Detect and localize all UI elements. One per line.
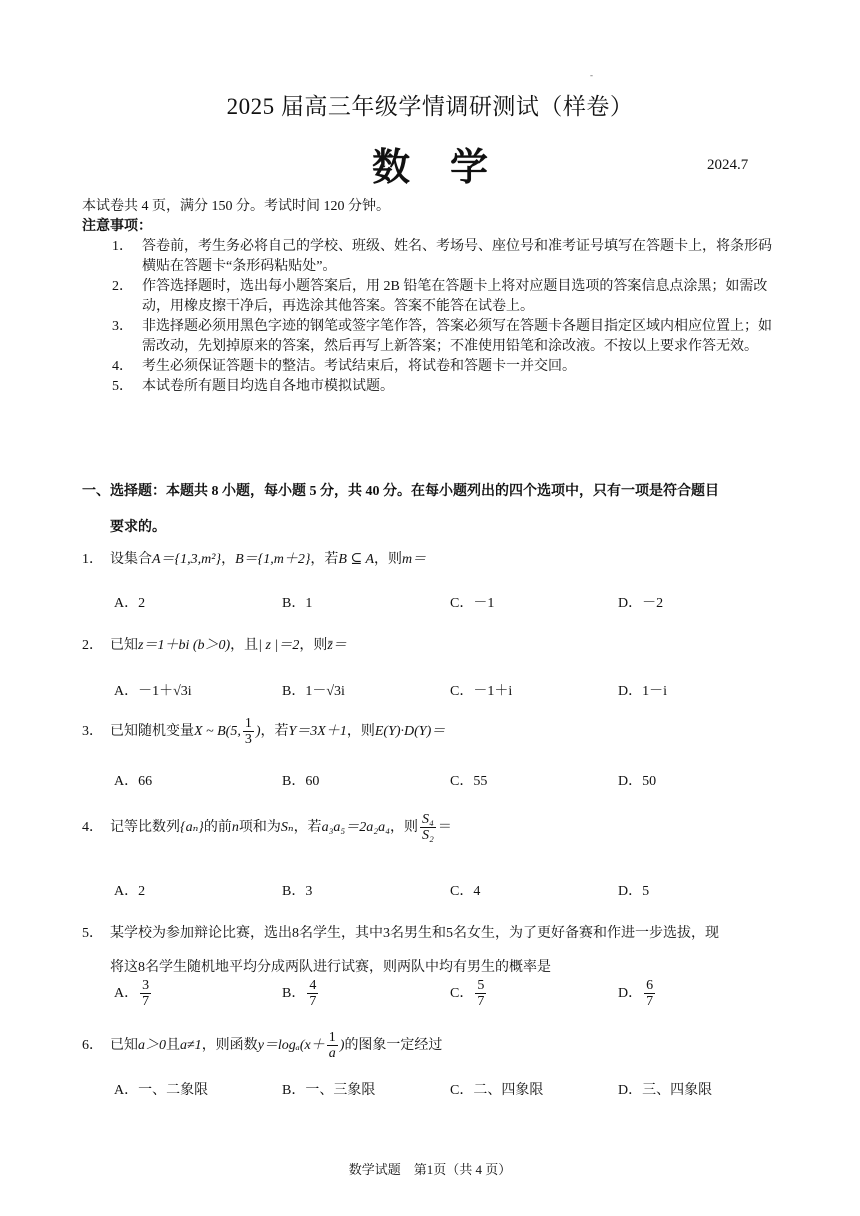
question-2 xyxy=(82,634,792,654)
question-text: 的前 xyxy=(203,820,232,836)
notice-item-text: 作答选择题时，选出每小题答案后，用 2B 铅笔在答题卡上将对应题目选项的答案信息点涂黑；如需改动，用橡皮擦干净后，再选涂其他答案。答案不能答在试卷上。 xyxy=(142,279,768,314)
option-d[interactable]: D．－2 xyxy=(618,596,664,611)
page-footer: 数学试题 第1页（共 4 页） xyxy=(348,1162,512,1177)
fraction-denominator: S₂ xyxy=(422,828,434,844)
math-expr: n xyxy=(231,820,239,836)
question-text: ，若 xyxy=(310,552,339,567)
fraction-numerator: 5 xyxy=(477,978,485,993)
fraction-numerator: 1 xyxy=(328,1030,336,1045)
notice-heading: 注意事项： xyxy=(82,219,152,234)
option-label: D． xyxy=(618,986,643,1002)
math-expr: y＝logₐ(x＋ xyxy=(257,1038,325,1054)
option-b[interactable]: B．一、三象限 xyxy=(282,1083,376,1098)
fraction-denominator: a xyxy=(328,1046,336,1062)
question-5 xyxy=(82,917,792,985)
math-expr: a₃a₅＝2a₂a₄ xyxy=(321,820,391,836)
option-a[interactable]: A．2 xyxy=(114,596,146,611)
subject-title: 数学 xyxy=(371,147,528,189)
question-text: 某学校为参加辩论比赛，选出8名学生，其中3名男生和5名女生，为了更好备赛和作进一步选拔，现 xyxy=(110,926,719,941)
option-d[interactable]: D．1－i xyxy=(618,684,667,699)
question-text: 记等比数列 xyxy=(110,820,180,836)
notice-item-number: 3． xyxy=(112,319,133,334)
question-number: 5． xyxy=(82,926,103,941)
question-text: 已知 xyxy=(110,1038,138,1054)
question-text: 已知 xyxy=(110,638,138,653)
question-text: 已知随机变量 xyxy=(110,724,194,740)
option-b[interactable]: B．1－√3i xyxy=(282,684,345,699)
notice-item-number: 4． xyxy=(112,359,133,374)
option-d[interactable]: D．50 xyxy=(618,774,657,789)
question-number: 3． xyxy=(82,724,103,740)
math-expr: z＝1＋bi (b＞0) xyxy=(138,638,231,653)
option-d[interactable] xyxy=(618,978,657,1010)
question-number: 1． xyxy=(82,552,103,567)
question-text: ，若 xyxy=(293,820,322,836)
page-mark: - xyxy=(590,70,593,80)
math-expr: Y＝3X＋1 xyxy=(288,724,347,740)
fraction-denominator: 7 xyxy=(477,994,485,1010)
math-expr: a＞0 xyxy=(138,1038,166,1054)
option-c[interactable] xyxy=(450,978,488,1010)
option-c[interactable]: C．55 xyxy=(450,774,488,789)
math-expr: ) xyxy=(255,724,261,740)
fraction xyxy=(475,978,486,1010)
math-expr: B＝{1,m＋2} xyxy=(235,552,311,567)
fraction-denominator: 7 xyxy=(646,994,654,1010)
math-expr: B ⊆ A xyxy=(338,552,375,567)
fraction xyxy=(243,716,254,748)
option-label: A． xyxy=(114,986,139,1002)
question-1 xyxy=(82,548,792,568)
math-expr: Sₙ xyxy=(280,820,294,836)
question-6 xyxy=(82,1030,792,1062)
question-4 xyxy=(82,812,792,844)
notice-item-number: 2． xyxy=(112,279,133,294)
notice-item xyxy=(82,317,782,357)
fraction-numerator: 3 xyxy=(142,978,150,993)
math-expr: A＝{1,3,m²} xyxy=(152,552,222,567)
notice-item-text: 考生必须保证答题卡的整洁。考试结束后，将试卷和答题卡一并交回。 xyxy=(142,359,576,374)
notice-item xyxy=(82,277,782,317)
option-b[interactable]: B．60 xyxy=(282,774,320,789)
section-heading xyxy=(82,474,782,546)
math-expr: | z |＝2 xyxy=(258,638,300,653)
option-b[interactable]: B．1 xyxy=(282,596,313,611)
fraction xyxy=(327,1030,338,1062)
fraction xyxy=(140,978,151,1010)
question-text: 设集合 xyxy=(110,552,152,567)
option-a[interactable]: A．－1＋√3i xyxy=(114,684,192,699)
option-c[interactable]: C．4 xyxy=(450,884,481,899)
option-a[interactable]: A．66 xyxy=(114,774,153,789)
notice-item xyxy=(82,357,782,377)
fraction-denominator: 3 xyxy=(244,732,252,748)
question-3 xyxy=(82,716,792,748)
question-text: ，则 xyxy=(346,724,375,740)
question-number: 2． xyxy=(82,638,103,653)
option-c[interactable]: C．－1＋i xyxy=(450,684,513,699)
section-heading-line2: 要求的。 xyxy=(110,520,166,535)
question-text: 项和为 xyxy=(238,820,281,836)
math-expr: m＝ xyxy=(402,552,427,567)
math-expr: E(Y)·D(Y)＝ xyxy=(374,724,446,740)
option-d[interactable]: D．三、四象限 xyxy=(618,1083,713,1098)
fraction-numerator: 4 xyxy=(309,978,317,993)
fraction-denominator: 7 xyxy=(142,994,150,1010)
option-b[interactable]: B．3 xyxy=(282,884,313,899)
math-expr: X ~ B(5, xyxy=(194,724,241,740)
fraction xyxy=(420,812,436,844)
question-text: ， xyxy=(221,552,236,567)
question-text: ＝ xyxy=(437,820,452,836)
fraction-denominator: 7 xyxy=(309,994,317,1010)
option-c[interactable]: C．二、四象限 xyxy=(450,1083,544,1098)
notice-item-number: 5． xyxy=(112,379,133,394)
math-expr: a≠1 xyxy=(180,1038,202,1054)
exam-date: 2024.7 xyxy=(707,157,749,173)
question-text: 且 xyxy=(166,1038,180,1054)
option-d[interactable]: D．5 xyxy=(618,884,650,899)
notice-item-text: 本试卷所有题目均选自各地市模拟试题。 xyxy=(142,379,394,394)
option-label: B． xyxy=(282,986,306,1002)
notice-item xyxy=(82,237,782,277)
option-a[interactable]: A．一、二象限 xyxy=(114,1083,209,1098)
question-text: ，则 xyxy=(299,638,328,653)
notice-item-text: 非选择题必须用黑色字迹的钢笔或签字笔作答，答案必须写在答题卡各题目指定区域内相应位置上；如需改动，先划掉原来的答案，然后再写上新答案；不准使用铅笔和涂改液。不按以上要求作答无效。 xyxy=(142,319,772,354)
question-text: 将这8名学生随机地平均分成两队进行试赛，则两队中均有男生的概率是 xyxy=(110,960,551,975)
question-text: ，则 xyxy=(390,820,419,836)
notice-item xyxy=(82,377,782,397)
fraction xyxy=(307,978,318,1010)
option-a[interactable] xyxy=(114,978,153,1010)
fraction-numerator: 6 xyxy=(646,978,654,993)
option-a[interactable]: A．2 xyxy=(114,884,146,899)
section-heading-line1: 一、选择题：本题共 8 小题，每小题 5 分，共 40 分。在每小题列出的四个选项中，只有一项是符合题目 xyxy=(82,484,719,499)
fraction-numerator: 1 xyxy=(244,716,252,731)
notice-item-text: 答卷前，考生务必将自己的学校、班级、姓名、考场号、座位号和准考证号填写在答题卡上，将条形码横贴在答题卡“条形码粘贴处”。 xyxy=(142,239,772,274)
question-text: ，则 xyxy=(374,552,403,567)
question-text: 的图象一定经过 xyxy=(344,1038,443,1054)
question-number: 6． xyxy=(82,1038,103,1054)
intro-text: 本试卷共 4 页，满分 150 分。考试时间 120 分钟。 xyxy=(82,199,390,214)
math-expr: {aₙ} xyxy=(180,820,204,836)
question-text: ，若 xyxy=(260,724,289,740)
math-expr: z̄＝ xyxy=(327,638,347,653)
option-label: C． xyxy=(450,986,474,1002)
notice-block xyxy=(82,197,782,397)
question-number: 4． xyxy=(82,820,103,836)
fraction-numerator: S₄ xyxy=(422,812,434,827)
question-text: ，且 xyxy=(230,638,259,653)
option-c[interactable]: C．－1 xyxy=(450,596,495,611)
question-text: ，则函数 xyxy=(201,1038,258,1054)
option-b[interactable] xyxy=(282,978,320,1010)
fraction xyxy=(644,978,655,1010)
math-expr: ) xyxy=(339,1038,345,1054)
exam-title: 2025 届高三年级学情调研测试（样卷） xyxy=(226,94,634,119)
notice-item-number: 1． xyxy=(112,239,133,254)
